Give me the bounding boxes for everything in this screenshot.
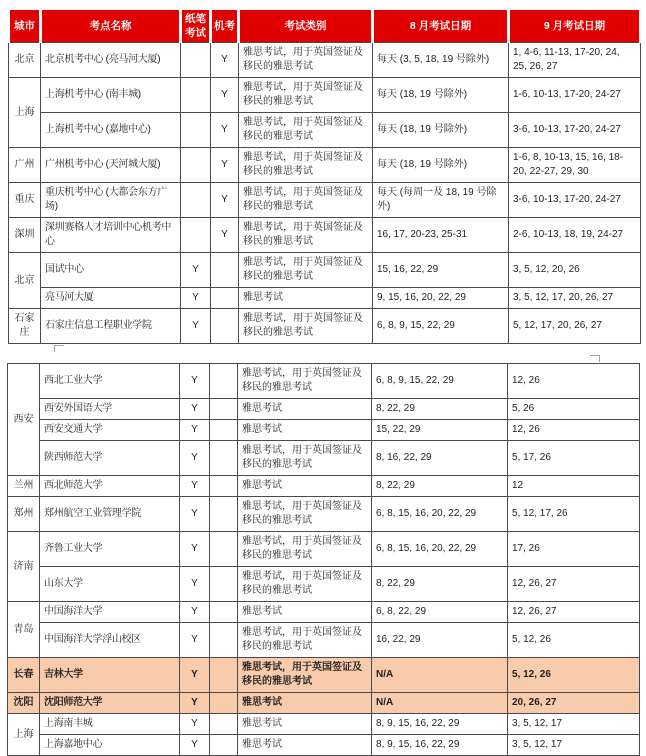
- cell-september-dates: 12, 26, 27: [508, 602, 640, 623]
- cell-august-dates: 8, 9, 15, 16, 22, 29: [372, 714, 508, 735]
- cell-category: 雅思考试，用于英国签证及移民的雅思考试: [239, 309, 373, 344]
- cell-center-name: 石家庄信息工程职业学院: [41, 309, 181, 344]
- cell-paper-exam: Y: [180, 658, 210, 693]
- cell-computer-exam: [210, 602, 238, 623]
- cell-september-dates: 17, 26: [508, 532, 640, 567]
- cell-category: 雅思考试，用于英国签证及移民的雅思考试: [239, 218, 373, 253]
- cell-center-name: 上海机考中心 (嘉地中心): [41, 113, 181, 148]
- cell-center-name: 深圳赛格人才培训中心机考中心: [41, 218, 181, 253]
- cell-september-dates: 2-6, 10-13, 18, 19, 24-27: [509, 218, 641, 253]
- cell-paper-exam: Y: [180, 364, 210, 399]
- cell-september-dates: 3, 5, 12, 17: [508, 714, 640, 735]
- cell-computer-exam: Y: [211, 78, 239, 113]
- table-row: [9, 113, 641, 148]
- cell-september-dates: 12, 26: [508, 420, 640, 441]
- cell-category: 雅思考试，用于英国签证及移民的雅思考试: [239, 43, 373, 78]
- cell-august-dates: 8, 22, 29: [372, 399, 508, 420]
- cell-category: 雅思考试，用于英国签证及移民的雅思考试: [238, 497, 372, 532]
- cell-center-name: 重庆机考中心 (大都会东方广场): [41, 183, 181, 218]
- cell-september-dates: 3, 5, 12, 17, 20, 26, 27: [509, 288, 641, 309]
- table-row: [9, 78, 641, 113]
- cell-september-dates: 5, 12, 26: [508, 623, 640, 658]
- cell-september-dates: 1-6, 8, 10-13, 15, 16, 18-20, 22-27, 29, 30: [509, 148, 641, 183]
- cell-center-name: 广州机考中心 (天河城大厦): [41, 148, 181, 183]
- cell-city: 济南: [8, 532, 40, 602]
- cell-paper-exam: Y: [181, 253, 211, 288]
- cell-paper-exam: [181, 78, 211, 113]
- cell-center-name: 国试中心: [41, 253, 181, 288]
- table-row: [9, 183, 641, 218]
- cell-computer-exam: Y: [211, 183, 239, 218]
- cell-august-dates: N/A: [372, 658, 508, 693]
- table-row: [9, 288, 641, 309]
- cell-center-name: 西北工业大学: [40, 364, 180, 399]
- cell-city: 广州: [9, 148, 41, 183]
- col-header-1: 考点名称: [41, 10, 181, 43]
- cell-city: 郑州: [8, 497, 40, 532]
- table-row: [9, 253, 641, 288]
- cell-center-name: 沈阳师范大学: [40, 693, 180, 714]
- cell-september-dates: 1, 4-6, 11-13, 17-20, 24, 25, 26, 27: [509, 43, 641, 78]
- cell-august-dates: 每天 (18, 19 号除外): [373, 113, 509, 148]
- cell-city: 深圳: [9, 218, 41, 253]
- cell-center-name: 西安交通大学: [40, 420, 180, 441]
- cell-paper-exam: Y: [180, 497, 210, 532]
- cell-center-name: 上海嘉地中心: [40, 735, 180, 756]
- cell-paper-exam: Y: [180, 476, 210, 497]
- cell-paper-exam: Y: [180, 623, 210, 658]
- cell-paper-exam: Y: [180, 602, 210, 623]
- cell-city: 长春: [8, 658, 40, 693]
- table-gap: [7, 344, 640, 363]
- table-handle-mark: [590, 355, 600, 362]
- table-row: [8, 714, 640, 735]
- table-row: [8, 693, 640, 714]
- cell-september-dates: 3-6, 10-13, 17-20, 24-27: [509, 113, 641, 148]
- cell-computer-exam: [210, 735, 238, 756]
- cell-august-dates: 15, 22, 29: [372, 420, 508, 441]
- cell-computer-exam: Y: [211, 148, 239, 183]
- cell-august-dates: 每天 (3, 5, 18, 19 号除外): [373, 43, 509, 78]
- cell-category: 雅思考试: [238, 399, 372, 420]
- cell-computer-exam: [210, 532, 238, 567]
- cell-category: 雅思考试: [239, 288, 373, 309]
- cell-computer-exam: [210, 476, 238, 497]
- cell-paper-exam: [181, 113, 211, 148]
- cell-paper-exam: [181, 148, 211, 183]
- cell-center-name: 亮马河大厦: [41, 288, 181, 309]
- cell-category: 雅思考试，用于英国签证及移民的雅思考试: [238, 364, 372, 399]
- cell-city: 上海: [9, 78, 41, 148]
- cell-computer-exam: [210, 658, 238, 693]
- cell-category: 雅思考试: [238, 420, 372, 441]
- table-row: [8, 364, 640, 399]
- col-header-5: 8 月考试日期: [373, 10, 509, 43]
- cell-city: 北京: [9, 43, 41, 78]
- cell-category: 雅思考试，用于英国签证及移民的雅思考试: [239, 78, 373, 113]
- cell-city: 上海: [8, 714, 40, 756]
- cell-september-dates: 5, 12, 26: [508, 658, 640, 693]
- cell-category: 雅思考试: [238, 735, 372, 756]
- table-row: [8, 602, 640, 623]
- table-row: [8, 497, 640, 532]
- cell-category: 雅思考试: [238, 602, 372, 623]
- cell-august-dates: 9, 15, 16, 20, 22, 29: [373, 288, 509, 309]
- table-row: [8, 532, 640, 567]
- cell-paper-exam: Y: [180, 532, 210, 567]
- cell-august-dates: 6, 8, 22, 29: [372, 602, 508, 623]
- cell-paper-exam: Y: [180, 567, 210, 602]
- table-row: [9, 43, 641, 78]
- cell-computer-exam: Y: [211, 43, 239, 78]
- cell-paper-exam: Y: [180, 714, 210, 735]
- cell-center-name: 西北师范大学: [40, 476, 180, 497]
- cell-september-dates: 3-6, 10-13, 17-20, 24-27: [509, 183, 641, 218]
- cell-category: 雅思考试: [238, 714, 372, 735]
- cell-august-dates: 每天 (每周一及 18, 19 号除外): [373, 183, 509, 218]
- cell-august-dates: N/A: [372, 693, 508, 714]
- cell-september-dates: 5, 17, 26: [508, 441, 640, 476]
- cell-august-dates: 6, 8, 15, 16, 20, 22, 29: [372, 497, 508, 532]
- cell-category: 雅思考试，用于英国签证及移民的雅思考试: [238, 532, 372, 567]
- cell-paper-exam: Y: [180, 420, 210, 441]
- cell-paper-exam: Y: [180, 441, 210, 476]
- cell-paper-exam: [181, 183, 211, 218]
- cell-computer-exam: [210, 497, 238, 532]
- cell-computer-exam: [210, 623, 238, 658]
- exam-table-bottom: [7, 363, 640, 756]
- cell-paper-exam: Y: [180, 399, 210, 420]
- cell-category: 雅思考试，用于英国签证及移民的雅思考试: [238, 567, 372, 602]
- cell-center-name: 上海机考中心 (南丰城): [41, 78, 181, 113]
- cell-category: 雅思考试，用于英国签证及移民的雅思考试: [239, 183, 373, 218]
- cell-computer-exam: Y: [211, 218, 239, 253]
- table-row: [8, 399, 640, 420]
- cell-september-dates: 3, 5, 12, 20, 26: [509, 253, 641, 288]
- cell-august-dates: 8, 9, 15, 16, 22, 29: [372, 735, 508, 756]
- cell-center-name: 北京机考中心 (亮马河大厦): [41, 43, 181, 78]
- col-header-6: 9 月考试日期: [509, 10, 641, 43]
- col-header-3: 机考: [211, 10, 239, 43]
- cell-august-dates: 15, 16, 22, 29: [373, 253, 509, 288]
- cell-category: 雅思考试，用于英国签证及移民的雅思考试: [238, 441, 372, 476]
- cell-september-dates: 5, 12, 17, 26: [508, 497, 640, 532]
- cell-september-dates: 12, 26: [508, 364, 640, 399]
- cell-paper-exam: [181, 218, 211, 253]
- cell-computer-exam: [211, 253, 239, 288]
- table-row: [8, 623, 640, 658]
- cell-computer-exam: [210, 364, 238, 399]
- table-row: [8, 735, 640, 756]
- cell-august-dates: 16, 17, 20-23, 25-31: [373, 218, 509, 253]
- header-row: [9, 10, 641, 43]
- cell-august-dates: 6, 8, 9, 15, 22, 29: [373, 309, 509, 344]
- cell-september-dates: 1-6, 10-13, 17-20, 24-27: [509, 78, 641, 113]
- cell-category: 雅思考试，用于英国签证及移民的雅思考试: [239, 113, 373, 148]
- cell-center-name: 上海南丰城: [40, 714, 180, 735]
- cell-august-dates: 8, 22, 29: [372, 567, 508, 602]
- cell-august-dates: 8, 16, 22, 29: [372, 441, 508, 476]
- cell-computer-exam: [211, 309, 239, 344]
- cell-center-name: 吉林大学: [40, 658, 180, 693]
- table-row: [8, 476, 640, 497]
- cell-computer-exam: [210, 567, 238, 602]
- cell-august-dates: 每天 (18, 19 号除外): [373, 78, 509, 113]
- cell-august-dates: 每天 (18, 19 号除外): [373, 148, 509, 183]
- table-row: [9, 309, 641, 344]
- cell-city: 石家庄: [9, 309, 41, 344]
- table-row: [8, 567, 640, 602]
- cell-center-name: 中国海洋大学: [40, 602, 180, 623]
- cell-category: 雅思考试，用于英国签证及移民的雅思考试: [238, 658, 372, 693]
- cell-computer-exam: [210, 693, 238, 714]
- cell-september-dates: 12: [508, 476, 640, 497]
- cell-center-name: 郑州航空工业管理学院: [40, 497, 180, 532]
- cell-category: 雅思考试，用于英国签证及移民的雅思考试: [239, 253, 373, 288]
- cell-category: 雅思考试: [238, 476, 372, 497]
- cell-city: 青岛: [8, 602, 40, 658]
- cell-paper-exam: [181, 43, 211, 78]
- cell-september-dates: 5, 26: [508, 399, 640, 420]
- table-row: [8, 420, 640, 441]
- cell-paper-exam: Y: [180, 735, 210, 756]
- cell-center-name: 中国海洋大学浮山校区: [40, 623, 180, 658]
- col-header-4: 考试类别: [239, 10, 373, 43]
- cell-city: 北京: [9, 253, 41, 309]
- cell-center-name: 西安外国语大学: [40, 399, 180, 420]
- cell-august-dates: 6, 8, 15, 16, 20, 22, 29: [372, 532, 508, 567]
- cell-city: 重庆: [9, 183, 41, 218]
- col-header-2: 纸笔考试: [181, 10, 211, 43]
- table-handle-mark: [54, 345, 64, 352]
- table-row: [8, 441, 640, 476]
- cell-paper-exam: Y: [181, 288, 211, 309]
- cell-september-dates: 20, 26, 27: [508, 693, 640, 714]
- cell-computer-exam: [210, 399, 238, 420]
- cell-computer-exam: Y: [211, 113, 239, 148]
- cell-august-dates: 16, 22, 29: [372, 623, 508, 658]
- table-row: [8, 658, 640, 693]
- cell-city: 兰州: [8, 476, 40, 497]
- cell-september-dates: 3, 5, 12, 17: [508, 735, 640, 756]
- cell-september-dates: 5, 12, 17, 20, 26, 27: [509, 309, 641, 344]
- cell-paper-exam: Y: [180, 693, 210, 714]
- cell-center-name: 陕西师范大学: [40, 441, 180, 476]
- cell-city: 西安: [8, 364, 40, 476]
- table-row: [9, 218, 641, 253]
- cell-september-dates: 12, 26, 27: [508, 567, 640, 602]
- cell-august-dates: 8, 22, 29: [372, 476, 508, 497]
- cell-center-name: 山东大学: [40, 567, 180, 602]
- cell-city: 沈阳: [8, 693, 40, 714]
- cell-category: 雅思考试: [238, 693, 372, 714]
- cell-center-name: 齐鲁工业大学: [40, 532, 180, 567]
- cell-computer-exam: [210, 420, 238, 441]
- exam-table-top: [7, 10, 642, 344]
- cell-category: 雅思考试，用于英国签证及移民的雅思考试: [239, 148, 373, 183]
- table-row: [9, 148, 641, 183]
- col-header-0: 城市: [9, 10, 41, 43]
- cell-paper-exam: Y: [181, 309, 211, 344]
- cell-computer-exam: [210, 714, 238, 735]
- cell-computer-exam: [210, 441, 238, 476]
- cell-category: 雅思考试，用于英国签证及移民的雅思考试: [238, 623, 372, 658]
- cell-computer-exam: [211, 288, 239, 309]
- cell-august-dates: 6, 8, 9, 15, 22, 29: [372, 364, 508, 399]
